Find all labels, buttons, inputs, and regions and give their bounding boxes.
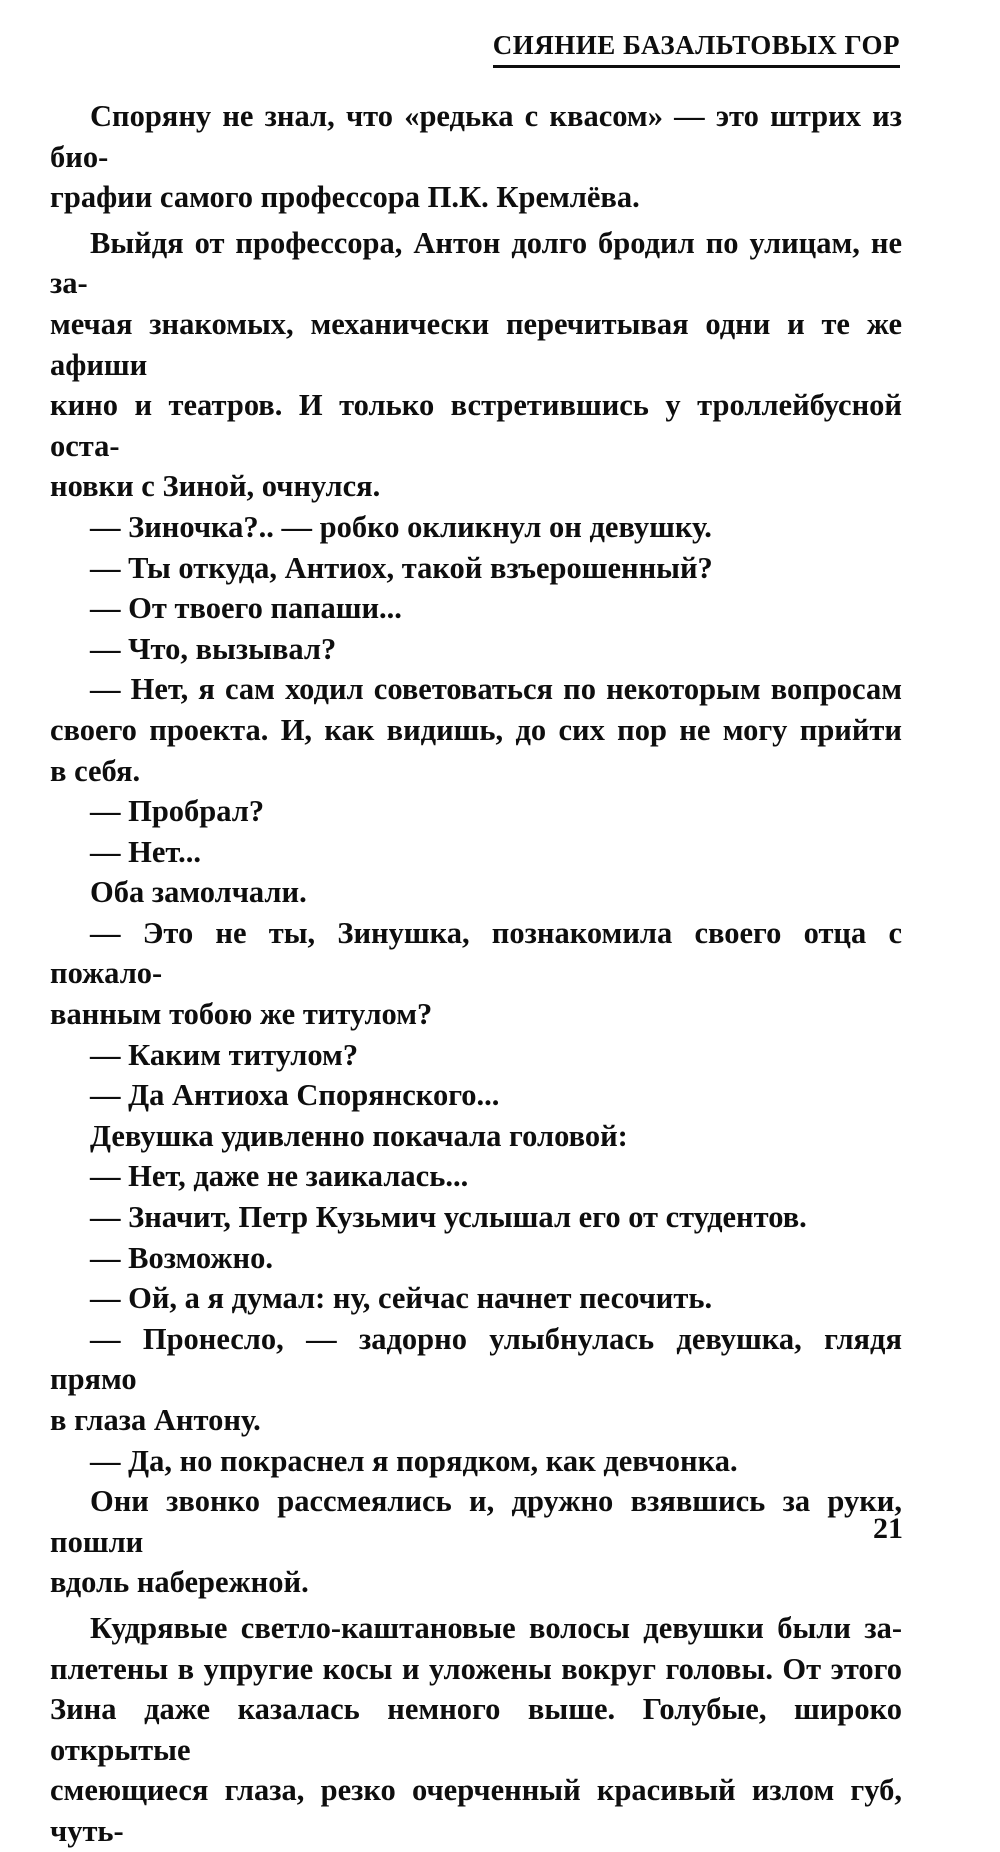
- text-line: — Возможно.: [90, 1240, 273, 1275]
- text-line: — Ты откуда, Антиох, такой взъерошенный?: [90, 550, 713, 585]
- text-line: плетены в упругие косы и уложены вокруг головы. От этого: [50, 1651, 902, 1686]
- text-line: Оба замолчали.: [90, 875, 307, 910]
- text-line: новки с Зиной, очнулся.: [50, 469, 381, 504]
- text-line: — От твоего папаши...: [90, 591, 402, 626]
- text-line: — Пронесло, — задорно улыбнулась девушка, глядя прямо: [50, 1321, 902, 1397]
- text-line: — Это не ты, Зинушка, познакомила своего отца с пожало-: [50, 915, 902, 991]
- text-line: Они звонко рассмеялись и, дружно взявшись за руки, пошли: [50, 1484, 902, 1559]
- page-number: 21: [873, 1512, 903, 1545]
- text-line: — Зиночка?.. — робко окликнул он девушку.: [90, 509, 712, 544]
- text-line: вдоль набережной.: [50, 1565, 309, 1600]
- text-line: — Что, вызывал?: [90, 631, 337, 666]
- text-line: ванным тобою же титулом?: [50, 997, 433, 1032]
- text-line: — Нет, даже не заикалась...: [90, 1159, 469, 1194]
- text-line: в себя.: [50, 753, 141, 788]
- text-line: — Нет, я сам ходил советоваться по некоторым вопросам: [90, 672, 902, 707]
- text-line: кино и театров. И только встретившись у троллейбусной оста-: [50, 388, 902, 463]
- text-line: мечая знакомых, механически перечитывая одни и те же афиши: [50, 306, 902, 382]
- text-line: — Каким титулом?: [90, 1037, 359, 1072]
- running-head: СИЯНИЕ БАЗАЛЬТОВЫХ ГОР: [493, 30, 900, 68]
- text-line: — Ой, а я думал: ну, сейчас начнет песочить.: [90, 1281, 713, 1316]
- text-line: в глаза Антону.: [50, 1403, 261, 1437]
- text-line: смеющиеся глаза, резко очерченный красивый излом губ, чуть-: [50, 1773, 902, 1848]
- text-line: Споряну не знал, что «редька с квасом» — это штрих из био-: [50, 99, 902, 174]
- text-line: — Да Антиоха Спорянского...: [90, 1078, 500, 1113]
- text-line: своего проекта. И, как видишь, до сих пор не могу прийти: [50, 712, 902, 747]
- text-line: — Пробрал?: [90, 794, 265, 829]
- text-line: Зина даже казалась немного выше. Голубые, широко открытые: [50, 1692, 902, 1767]
- text-line: — Значит, Петр Кузьмич услышал его от студентов.: [90, 1200, 807, 1235]
- text-line: графии самого профессора П.К. Кремлёва.: [50, 180, 640, 215]
- text-line: — Да, но покраснел я порядком, как девчонка.: [90, 1443, 738, 1478]
- text-line: Девушка удивленно покачала головой:: [90, 1118, 628, 1153]
- text-line: — Нет...: [90, 834, 201, 869]
- text-line: Выйдя от профессора, Антон долго бродил по улицам, не за-: [50, 225, 902, 301]
- body-text: [50, 96, 902, 1852]
- text-line: Кудрявые светло-каштановые волосы девушки были за-: [90, 1610, 902, 1645]
